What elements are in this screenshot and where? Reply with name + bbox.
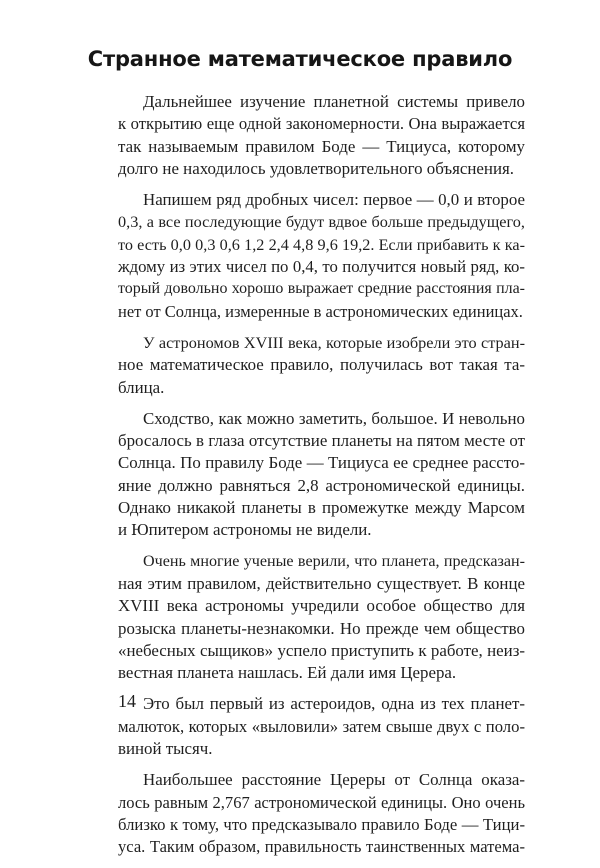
text-line: ная этим правилом, действительно существует. В конце bbox=[118, 573, 525, 593]
text-line: У астрономов XVIII века, которые изобрели это стран- bbox=[143, 333, 525, 352]
text-line: Дальнейшее изучение планетной системы привело bbox=[143, 92, 525, 111]
text-line: Напишем ряд дробных чисел: первое — 0,0 и второе bbox=[143, 190, 525, 210]
text-line: близко к тому, что предсказывало правило Боде — Тици- bbox=[118, 814, 525, 834]
text-line: Сходство, как можно заметить, большое. И невольно bbox=[143, 408, 525, 428]
text-line: долго не находилось удовлетворительного объяснения. bbox=[118, 158, 514, 178]
page-title: Странное математическое правило bbox=[87, 47, 513, 71]
text-line: бросалось в глаза отсутствие планеты на пятом месте от bbox=[118, 431, 525, 451]
text-line: вестная планета нашлась. Ей дали имя Церера. bbox=[118, 663, 457, 683]
text-line: и Юпитером астрономы не видели. bbox=[118, 520, 372, 540]
text-line: блица. bbox=[118, 377, 165, 397]
text-line: то есть 0,0 0,3 0,6 1,2 2,4 4,8 9,6 19,2. Если прибавить к ка- bbox=[118, 235, 525, 254]
text-line: ное математическое правило, получилась вот такая та- bbox=[118, 355, 525, 375]
text-line: Солнца. По правилу Боде — Тициуса ее среднее рассто- bbox=[118, 453, 525, 473]
text-line: Это был первый из астероидов, одна из тех планет- bbox=[143, 694, 525, 714]
paragraph bbox=[118, 769, 525, 858]
text-line: лось равным 2,767 астрономической единицы. Оно очень bbox=[118, 792, 525, 812]
text-line: уса. Таким образом, правильность таинственных матема- bbox=[118, 837, 525, 857]
text-line: 0,3, а все последующие будут вдвое больше предыдущего, bbox=[118, 213, 525, 232]
text-line: виной тысяч. bbox=[118, 739, 213, 759]
paragraph bbox=[118, 408, 525, 542]
paragraph bbox=[118, 551, 525, 685]
text-line: яние должно равняться 2,8 астрономической единицы. bbox=[118, 475, 525, 495]
page-number: 14 bbox=[118, 691, 136, 711]
text-line: ждому из этих чисел по 0,4, то получится новый ряд, ко- bbox=[118, 257, 525, 277]
paragraph bbox=[118, 91, 525, 180]
text-line: Однако никакой планеты в промежутке между Марсом bbox=[118, 498, 525, 518]
text-line: XVIII века астрономы учредили особое общество для bbox=[118, 596, 525, 616]
text-line: «небесных сыщиков» успело приступить к работе, неиз- bbox=[118, 640, 525, 660]
text-line: торый довольно хорошо выражает средние расстояния пла- bbox=[118, 280, 525, 298]
text-line: Наибольшее расстояние Цереры от Солнца оказа- bbox=[143, 770, 525, 790]
text-line: так называемым правилом Боде — Тициуса, которому bbox=[118, 136, 525, 156]
text-line: малюток, которых «выловили» затем свыше двух с поло- bbox=[118, 716, 525, 736]
paragraph bbox=[118, 189, 525, 323]
text-line: нет от Солнца, измеренные в астрономических единицах. bbox=[118, 301, 523, 321]
paragraph bbox=[118, 332, 525, 399]
paragraph bbox=[118, 693, 525, 760]
body-text bbox=[118, 91, 525, 868]
text-line: розыска планеты-незнакомки. Но прежде чем общество bbox=[118, 618, 525, 638]
text-line: к открытию еще одной закономерности. Она выражается bbox=[118, 114, 525, 134]
text-line: Очень многие ученые верили, что планета, предсказан- bbox=[143, 552, 525, 570]
